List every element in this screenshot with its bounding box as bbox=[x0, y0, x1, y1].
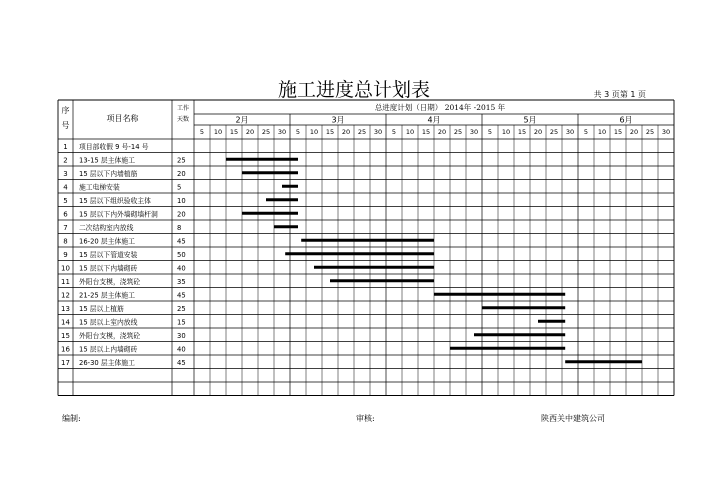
task-name: 26-30 层主体施工 bbox=[79, 358, 135, 367]
task-duration: 50 bbox=[177, 250, 186, 259]
day-tick-label: 20 bbox=[629, 128, 639, 136]
gantt-bar bbox=[242, 171, 298, 174]
day-tick-label: 10 bbox=[405, 128, 415, 136]
seq-header: 序 bbox=[61, 106, 70, 115]
workdays-header: 天数 bbox=[176, 116, 190, 123]
gantt-bar bbox=[450, 347, 565, 350]
task-number: 11 bbox=[61, 277, 70, 286]
gantt-bar bbox=[226, 158, 298, 161]
reviewed-by-label: 审核: bbox=[356, 414, 375, 423]
month-label: 4月 bbox=[427, 115, 441, 125]
task-name: 15 层以上内墙砌砖 bbox=[79, 345, 138, 354]
task-name: 施工电梯安装 bbox=[79, 183, 120, 192]
day-tick-label: 5 bbox=[583, 128, 589, 136]
day-tick-label: 25 bbox=[453, 128, 463, 136]
table-text bbox=[61, 102, 670, 367]
gantt-bar bbox=[482, 306, 565, 309]
task-number: 8 bbox=[63, 237, 68, 246]
task-number: 6 bbox=[63, 210, 68, 219]
task-number: 3 bbox=[63, 169, 68, 178]
day-tick-label: 25 bbox=[645, 128, 655, 136]
task-number: 2 bbox=[63, 156, 68, 165]
task-name: 项目部收假 9 号-14 号 bbox=[79, 142, 149, 151]
day-tick-label: 25 bbox=[549, 128, 559, 136]
task-duration: 5 bbox=[177, 183, 182, 192]
day-tick-label: 5 bbox=[391, 128, 397, 136]
table-grid bbox=[58, 100, 674, 396]
task-name: 15 层以下内墙植筋 bbox=[79, 169, 138, 178]
task-duration: 20 bbox=[177, 169, 186, 178]
task-duration: 45 bbox=[177, 291, 186, 300]
task-number: 12 bbox=[61, 291, 70, 300]
day-tick-label: 30 bbox=[277, 128, 287, 136]
gantt-bar bbox=[274, 225, 298, 228]
plan-title: 总进度计划（日期） 2014年 -2015 年 bbox=[374, 103, 506, 112]
task-duration: 25 bbox=[177, 156, 186, 165]
day-tick-label: 15 bbox=[613, 128, 623, 136]
task-name: 16-20 层主体施工 bbox=[79, 237, 135, 246]
day-tick-label: 15 bbox=[229, 128, 239, 136]
gantt-bar bbox=[434, 293, 565, 296]
task-name: 外阳台支模，浇筑砼 bbox=[79, 331, 141, 340]
task-name: 15 层以下内外墙砌墙杆洞 bbox=[79, 210, 158, 219]
task-name: 二次结构室内放线 bbox=[79, 223, 134, 232]
task-name: 13-15 层主体施工 bbox=[79, 156, 135, 165]
gantt-bar bbox=[301, 239, 434, 242]
task-duration: 15 bbox=[177, 318, 186, 327]
day-tick-label: 5 bbox=[487, 128, 493, 136]
gantt-bar bbox=[330, 279, 434, 282]
task-number: 14 bbox=[61, 318, 70, 327]
task-name: 15 层以上室内放线 bbox=[79, 318, 138, 327]
day-tick-label: 10 bbox=[597, 128, 607, 136]
workdays-header: 工作 bbox=[176, 105, 190, 112]
document-title: 施工进度总计划表 bbox=[277, 79, 430, 101]
task-duration: 25 bbox=[177, 304, 186, 313]
day-tick-label: 30 bbox=[565, 128, 575, 136]
day-tick-label: 30 bbox=[373, 128, 383, 136]
day-tick-label: 20 bbox=[245, 128, 255, 136]
page-info: 共 3 页第 1 页 bbox=[593, 90, 646, 99]
day-tick-label: 10 bbox=[309, 128, 319, 136]
month-label: 5月 bbox=[523, 115, 537, 125]
day-tick-label: 5 bbox=[199, 128, 205, 136]
task-duration: 10 bbox=[177, 196, 186, 205]
day-tick-label: 15 bbox=[421, 128, 431, 136]
company-name: 陕西关中建筑公司 bbox=[541, 414, 605, 423]
gantt-bar bbox=[474, 333, 565, 336]
day-tick-label: 10 bbox=[501, 128, 511, 136]
month-label: 3月 bbox=[331, 115, 345, 125]
day-tick-label: 15 bbox=[325, 128, 335, 136]
task-number: 13 bbox=[61, 304, 70, 313]
day-tick-label: 10 bbox=[213, 128, 223, 136]
task-number: 1 bbox=[63, 142, 68, 151]
task-duration: 30 bbox=[177, 331, 186, 340]
task-name: 15 层以上植筋 bbox=[79, 304, 124, 313]
day-tick-label: 30 bbox=[469, 128, 479, 136]
seq-header: 号 bbox=[61, 121, 70, 130]
task-number: 17 bbox=[61, 358, 70, 367]
task-duration: 20 bbox=[177, 210, 186, 219]
day-tick-label: 5 bbox=[295, 128, 301, 136]
task-number: 5 bbox=[63, 196, 68, 205]
task-name: 15 层以下管道安装 bbox=[79, 250, 138, 259]
day-tick-label: 15 bbox=[517, 128, 527, 136]
gantt-bar bbox=[266, 198, 298, 201]
day-tick-label: 20 bbox=[437, 128, 447, 136]
prepared-by-label: 编制: bbox=[62, 414, 81, 423]
task-number: 16 bbox=[61, 345, 70, 354]
task-number: 7 bbox=[63, 223, 68, 232]
task-duration: 45 bbox=[177, 358, 186, 367]
day-tick-label: 30 bbox=[661, 128, 671, 136]
month-label: 2月 bbox=[235, 115, 249, 125]
task-number: 9 bbox=[63, 250, 68, 259]
gantt-bar bbox=[282, 185, 298, 188]
gantt-bar bbox=[242, 212, 298, 215]
task-number: 4 bbox=[63, 183, 68, 192]
day-tick-label: 25 bbox=[261, 128, 271, 136]
day-tick-label: 20 bbox=[341, 128, 351, 136]
task-duration: 45 bbox=[177, 237, 186, 246]
task-name: 15 层以下内墙砌砖 bbox=[79, 264, 138, 273]
task-name: 外阳台支模，浇筑砼 bbox=[79, 277, 141, 286]
task-duration: 8 bbox=[177, 223, 182, 232]
task-name: 21-25 层主体施工 bbox=[79, 291, 135, 300]
task-duration: 35 bbox=[177, 277, 186, 286]
task-duration: 40 bbox=[177, 264, 186, 273]
day-tick-label: 25 bbox=[357, 128, 367, 136]
month-label: 6月 bbox=[619, 115, 633, 125]
gantt-bar bbox=[314, 266, 434, 269]
task-number: 10 bbox=[61, 264, 70, 273]
task-number: 15 bbox=[61, 331, 70, 340]
gantt-bar bbox=[538, 320, 565, 323]
task-duration: 40 bbox=[177, 345, 186, 354]
day-tick-label: 20 bbox=[533, 128, 543, 136]
gantt-bar bbox=[565, 360, 642, 363]
gantt-bar bbox=[285, 252, 434, 255]
task-name: 15 层以下组织验收主体 bbox=[79, 196, 151, 205]
item-name-header: 项目名称 bbox=[106, 114, 139, 123]
